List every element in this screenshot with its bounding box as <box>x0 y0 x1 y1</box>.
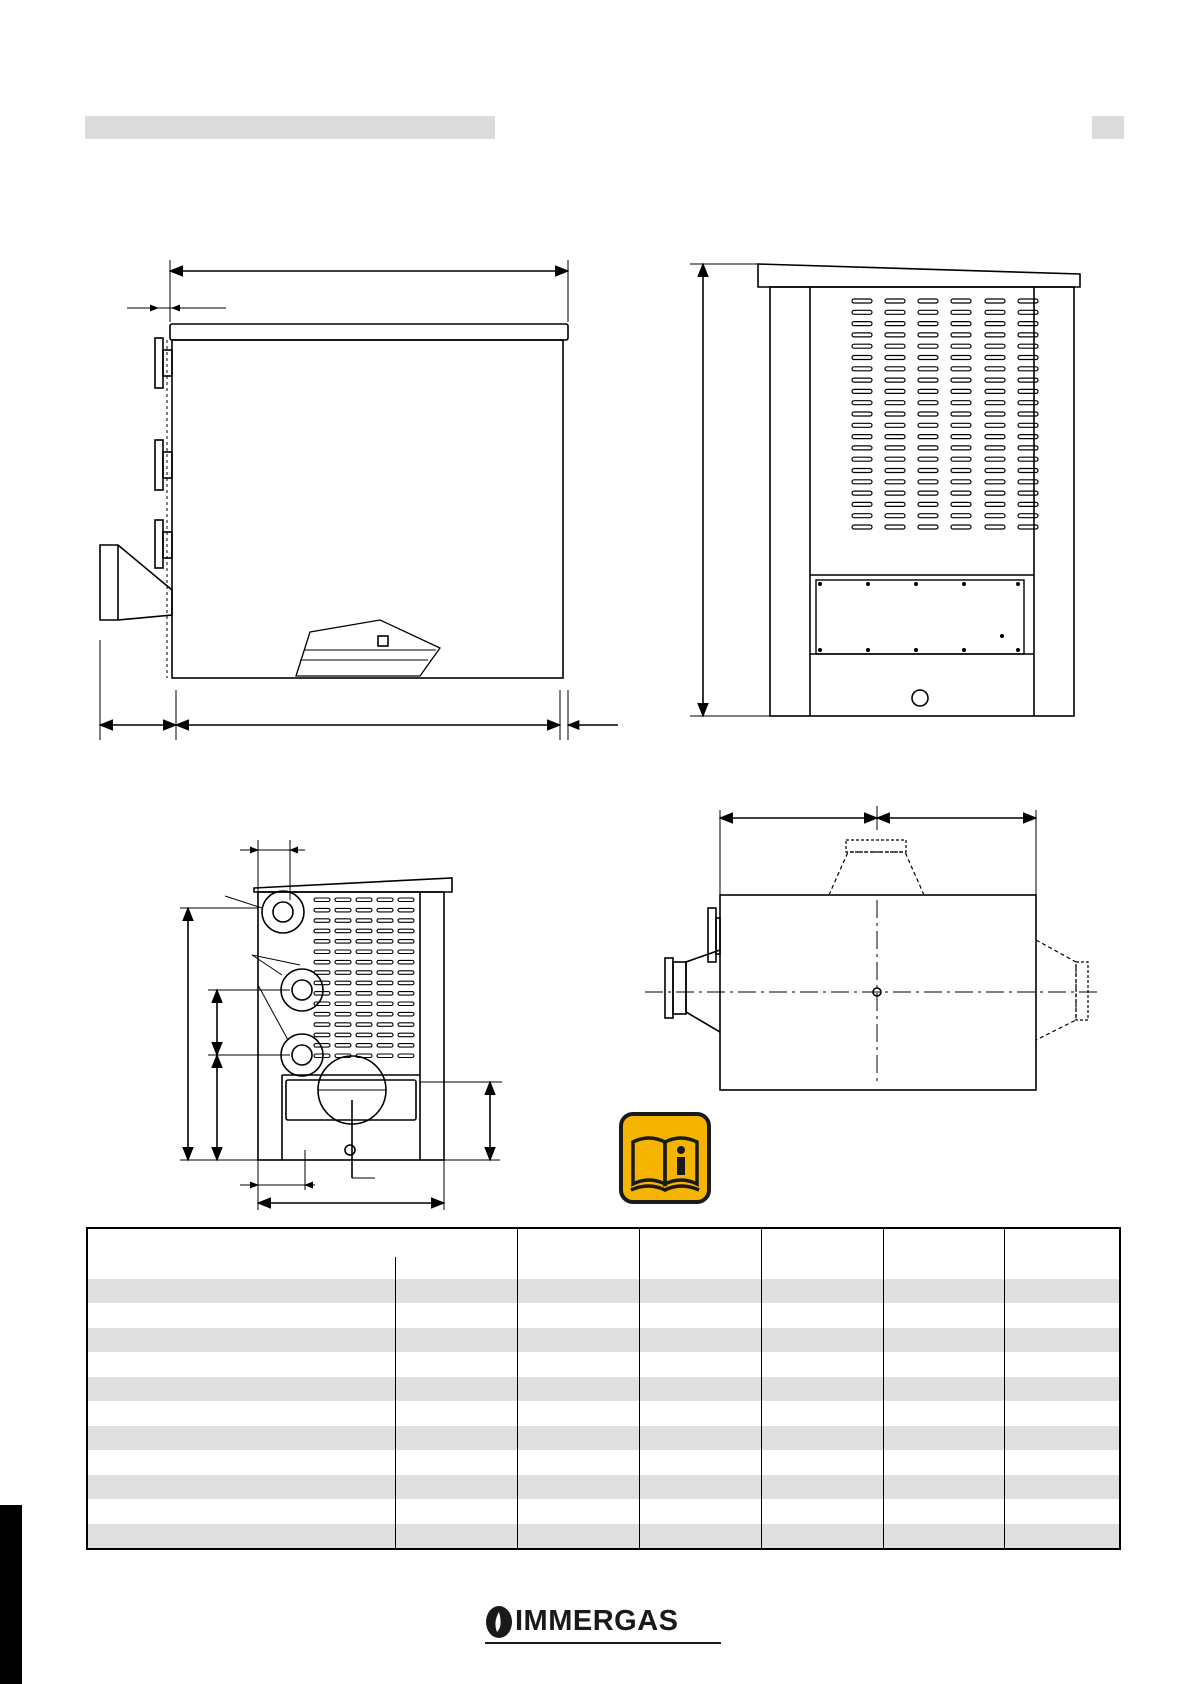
louvre-slot <box>918 356 938 360</box>
plate-screw <box>818 582 822 586</box>
louvre-slot <box>852 423 872 427</box>
louvre-slot <box>918 457 938 461</box>
louvre-slot <box>335 898 351 902</box>
louvre-slot <box>398 971 414 975</box>
table-row <box>88 1352 1119 1376</box>
louvre-slot <box>852 457 872 461</box>
louvre-slot <box>985 457 1005 461</box>
table-row <box>88 1303 1119 1327</box>
louvre-slot <box>1018 491 1038 495</box>
louvre-slot <box>335 971 351 975</box>
louvre-slot <box>885 401 905 405</box>
louvre-slot <box>951 446 971 450</box>
louvre-slot <box>951 299 971 303</box>
louvre-slot <box>985 423 1005 427</box>
plate-screw <box>1000 634 1004 638</box>
louvre-slot <box>1018 378 1038 382</box>
louvre-slot <box>951 344 971 348</box>
louvre-slot <box>918 446 938 450</box>
louvre-slot <box>885 457 905 461</box>
louvre-slot <box>377 919 393 923</box>
table-row <box>88 1524 1119 1548</box>
louvre-slot <box>918 333 938 337</box>
louvre-slot <box>885 502 905 506</box>
louvre-slot <box>398 1054 414 1058</box>
louvre-slot <box>335 1044 351 1048</box>
table-row <box>88 1499 1119 1523</box>
louvre-slot <box>335 1023 351 1027</box>
louvre-slot <box>1018 310 1038 314</box>
louvre-slot <box>1018 344 1038 348</box>
louvre-slot <box>918 435 938 439</box>
louvre-slot <box>918 480 938 484</box>
louvre-slot <box>885 412 905 416</box>
louvre-slot <box>398 919 414 923</box>
specification-table <box>86 1227 1121 1550</box>
louvre-slot <box>852 356 872 360</box>
louvre-slot <box>985 525 1005 529</box>
louvre-slot <box>1018 525 1038 529</box>
louvre-slot <box>377 992 393 996</box>
louvre-slot <box>852 299 872 303</box>
plate-screw <box>866 582 870 586</box>
louvre-slot <box>1018 446 1038 450</box>
louvre-slot <box>398 1044 414 1048</box>
louvre-slot <box>398 908 414 912</box>
louvre-slot <box>918 401 938 405</box>
table-row <box>88 1377 1119 1401</box>
louvre-slot <box>1018 333 1038 337</box>
louvre-slot <box>356 898 372 902</box>
louvre-slot <box>985 469 1005 473</box>
louvre-slot <box>398 981 414 985</box>
table-column-divider <box>639 1229 640 1548</box>
table-row <box>88 1279 1119 1303</box>
louvre-slot <box>1018 457 1038 461</box>
louvre-slot <box>852 446 872 450</box>
louvre-slot <box>852 525 872 529</box>
plate-screw <box>914 582 918 586</box>
louvre-slot <box>335 950 351 954</box>
louvre-slot <box>356 1054 372 1058</box>
louvre-slot <box>398 1023 414 1027</box>
louvre-slot <box>918 310 938 314</box>
louvre-slot <box>1018 322 1038 326</box>
louvre-slot <box>951 333 971 337</box>
louvre-slot <box>314 1002 330 1006</box>
louvre-slot <box>918 367 938 371</box>
louvre-slot <box>985 401 1005 405</box>
louvre-slot <box>885 344 905 348</box>
louvre-slot <box>918 423 938 427</box>
louvre-slot <box>951 514 971 518</box>
louvre-slot <box>951 502 971 506</box>
louvre-slot <box>314 1033 330 1037</box>
louvre-slot <box>951 310 971 314</box>
louvre-slot <box>314 929 330 933</box>
louvre-slot <box>985 514 1005 518</box>
louvre-slot <box>314 960 330 964</box>
louvre-slot <box>1018 412 1038 416</box>
louvre-slot <box>1018 502 1038 506</box>
louvre-slot <box>852 378 872 382</box>
louvre-slot <box>885 367 905 371</box>
louvre-slot <box>377 1002 393 1006</box>
louvre-slot <box>335 1012 351 1016</box>
louvre-slot <box>314 1044 330 1048</box>
table-row <box>88 1475 1119 1499</box>
louvre-slot <box>918 469 938 473</box>
louvre-slot <box>918 491 938 495</box>
louvre-slot <box>356 992 372 996</box>
louvre-slot <box>314 971 330 975</box>
immergas-logo <box>485 1602 721 1646</box>
louvre-slot <box>852 435 872 439</box>
immergas-flame-icon <box>485 1604 513 1640</box>
louvre-slot <box>356 919 372 923</box>
top-view-drawing <box>645 806 1100 1090</box>
louvre-slot <box>356 1012 372 1016</box>
louvre-slot <box>398 992 414 996</box>
louvre-slot <box>852 491 872 495</box>
louvre-slot <box>314 898 330 902</box>
louvre-slot <box>951 367 971 371</box>
louvre-slot <box>885 322 905 326</box>
louvre-slot <box>335 1033 351 1037</box>
louvre-slot <box>398 898 414 902</box>
side-view-drawing <box>100 260 618 740</box>
louvre-slot <box>356 971 372 975</box>
louvre-slot <box>377 1044 393 1048</box>
louvre-slot <box>885 469 905 473</box>
louvre-slot <box>1018 367 1038 371</box>
louvre-slot <box>398 1002 414 1006</box>
louvre-slot <box>951 322 971 326</box>
plate-screw <box>914 648 918 652</box>
rear-view-drawing <box>180 840 502 1210</box>
louvre-slot <box>885 446 905 450</box>
table-row <box>88 1450 1119 1474</box>
louvre-slot <box>377 1033 393 1037</box>
louvre-slot <box>885 389 905 393</box>
louvre-slot <box>985 344 1005 348</box>
louvre-slot <box>356 1033 372 1037</box>
louvre-slot <box>852 333 872 337</box>
louvre-slot <box>314 1023 330 1027</box>
louvre-slot <box>356 940 372 944</box>
brand-name: IMMERGAS <box>515 1605 679 1637</box>
louvre-slot <box>918 299 938 303</box>
louvre-slot <box>356 950 372 954</box>
louvre-slot <box>985 389 1005 393</box>
table-column-divider <box>395 1257 396 1548</box>
louvre-slot <box>356 1044 372 1048</box>
louvre-slot <box>1018 401 1038 405</box>
louvre-slot <box>918 389 938 393</box>
front-view-drawing <box>690 264 1080 716</box>
louvre-slot <box>852 469 872 473</box>
louvre-slot <box>377 1054 393 1058</box>
louvre-slot <box>985 356 1005 360</box>
louvre-slot <box>356 1002 372 1006</box>
louvre-slot <box>985 502 1005 506</box>
louvre-slot <box>985 435 1005 439</box>
louvre-slot <box>335 992 351 996</box>
louvre-slot <box>314 1054 330 1058</box>
louvre-slot <box>398 950 414 954</box>
louvre-slot <box>951 423 971 427</box>
louvre-slot <box>314 908 330 912</box>
louvre-slot <box>985 322 1005 326</box>
louvre-slot <box>356 1023 372 1027</box>
louvre-slot <box>951 469 971 473</box>
louvre-slot <box>852 367 872 371</box>
louvre-slot <box>335 919 351 923</box>
louvre-slot <box>335 1002 351 1006</box>
louvre-slot <box>377 929 393 933</box>
table-column-divider <box>517 1229 518 1548</box>
louvre-slot <box>356 908 372 912</box>
louvre-slot <box>885 514 905 518</box>
louvre-slot <box>398 1012 414 1016</box>
louvre-slot <box>852 502 872 506</box>
front-view-louvres <box>852 299 1038 529</box>
plate-screw <box>962 582 966 586</box>
louvre-slot <box>985 446 1005 450</box>
louvre-slot <box>1018 480 1038 484</box>
louvre-slot <box>918 322 938 326</box>
louvre-slot <box>335 908 351 912</box>
plate-screw <box>1016 648 1020 652</box>
louvre-slot <box>398 929 414 933</box>
louvre-slot <box>377 1012 393 1016</box>
louvre-slot <box>377 971 393 975</box>
louvre-slot <box>985 333 1005 337</box>
table-column-divider <box>883 1229 884 1548</box>
louvre-slot <box>885 491 905 495</box>
louvre-slot <box>985 367 1005 371</box>
louvre-slot <box>356 929 372 933</box>
louvre-slot <box>985 299 1005 303</box>
louvre-slot <box>1018 389 1038 393</box>
louvre-slot <box>918 378 938 382</box>
rear-view-louvres <box>314 898 414 1058</box>
louvre-slot <box>377 940 393 944</box>
louvre-slot <box>985 310 1005 314</box>
louvre-slot <box>918 344 938 348</box>
louvre-slot <box>885 299 905 303</box>
louvre-slot <box>335 940 351 944</box>
louvre-slot <box>951 389 971 393</box>
louvre-slot <box>377 950 393 954</box>
louvre-slot <box>377 960 393 964</box>
plate-screw <box>962 648 966 652</box>
louvre-slot <box>985 378 1005 382</box>
louvre-slot <box>852 310 872 314</box>
table-row <box>88 1426 1119 1450</box>
louvre-slot <box>314 919 330 923</box>
louvre-slot <box>852 401 872 405</box>
louvre-slot <box>885 480 905 484</box>
louvre-slot <box>885 356 905 360</box>
louvre-slot <box>398 940 414 944</box>
louvre-slot <box>985 412 1005 416</box>
louvre-slot <box>885 378 905 382</box>
louvre-slot <box>356 981 372 985</box>
louvre-slot <box>951 378 971 382</box>
plate-screw <box>1016 582 1020 586</box>
louvre-slot <box>377 981 393 985</box>
plate-screw <box>866 648 870 652</box>
table-column-divider <box>761 1229 762 1548</box>
logo-underline <box>485 1642 721 1644</box>
table-row <box>88 1328 1119 1352</box>
louvre-slot <box>951 356 971 360</box>
louvre-slot <box>951 491 971 495</box>
louvre-slot <box>1018 356 1038 360</box>
louvre-slot <box>377 908 393 912</box>
louvre-slot <box>314 950 330 954</box>
louvre-slot <box>951 435 971 439</box>
louvre-slot <box>885 310 905 314</box>
manual-info-book-icon <box>619 1112 711 1204</box>
louvre-slot <box>951 412 971 416</box>
louvre-slot <box>918 412 938 416</box>
plate-screw <box>818 648 822 652</box>
louvre-slot <box>985 491 1005 495</box>
louvre-slot <box>377 1023 393 1027</box>
louvre-slot <box>918 502 938 506</box>
louvre-slot <box>314 1012 330 1016</box>
louvre-slot <box>852 480 872 484</box>
louvre-slot <box>885 423 905 427</box>
front-view-plate-screws <box>818 582 1020 652</box>
louvre-slot <box>852 322 872 326</box>
table-row <box>88 1401 1119 1425</box>
louvre-slot <box>852 412 872 416</box>
louvre-slot <box>335 929 351 933</box>
louvre-slot <box>1018 423 1038 427</box>
louvre-slot <box>852 514 872 518</box>
louvre-slot <box>951 457 971 461</box>
louvre-slot <box>852 389 872 393</box>
louvre-slot <box>885 435 905 439</box>
louvre-slot <box>335 960 351 964</box>
louvre-slot <box>1018 469 1038 473</box>
louvre-slot <box>398 1033 414 1037</box>
louvre-slot <box>377 898 393 902</box>
table-column-divider <box>1004 1229 1005 1548</box>
louvre-slot <box>918 525 938 529</box>
louvre-slot <box>314 940 330 944</box>
louvre-slot <box>885 333 905 337</box>
louvre-slot <box>885 525 905 529</box>
louvre-slot <box>1018 435 1038 439</box>
louvre-slot <box>335 981 351 985</box>
louvre-slot <box>951 401 971 405</box>
louvre-slot <box>852 344 872 348</box>
louvre-slot <box>951 480 971 484</box>
louvre-slot <box>951 525 971 529</box>
louvre-slot <box>1018 514 1038 518</box>
louvre-slot <box>985 480 1005 484</box>
louvre-slot <box>356 960 372 964</box>
louvre-slot <box>398 960 414 964</box>
louvre-slot <box>1018 299 1038 303</box>
louvre-slot <box>918 514 938 518</box>
